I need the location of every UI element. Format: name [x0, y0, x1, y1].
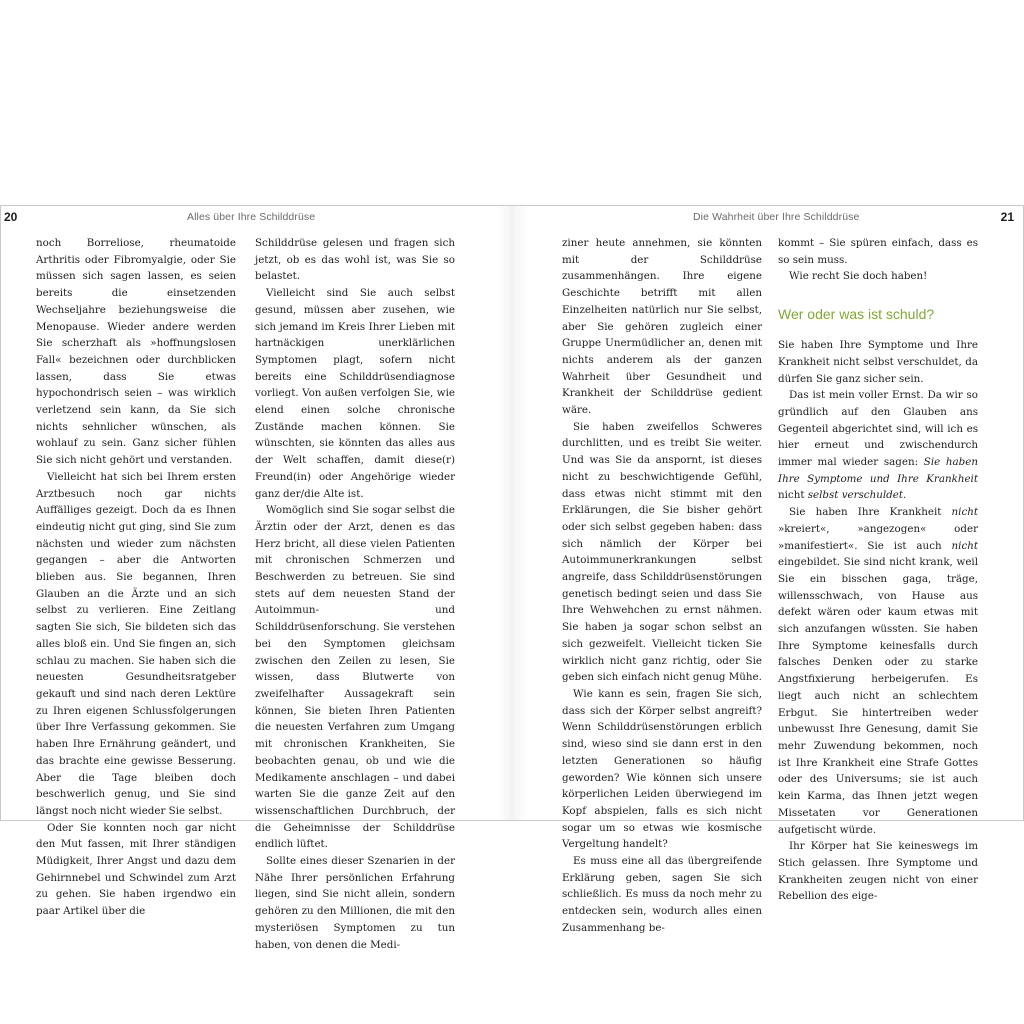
text-run: eingebildet. Sie sind nicht krank, weil Sie ein bisschen gaga, träge, willensschwach, von Hause aus defekt wären oder kaum etwas mit sich anzufangen wüssten. Sie haben Ihre Symptome keinesfalls durch falsches Denken oder zu starke Angstfixierung herbeigerufen. Es liegt auch nicht an schlechtem Erbgut. Sie hintertreiben weder unbewusst Ihre Genesung, damit Sie mehr Zuwendung bekommen, noch ist Ihre Krankheit eine Strafe Gottes oder des Universums; sie ist auch kein Karma, das Ihnen jetzt wegen Missetaten vor Generationen aufgetischt würde. — [778, 556, 978, 836]
paragraph: noch Borreliose, rheumatoide Arthritis oder Fibromyalgie, oder Sie müssen sich sagen lassen, es seien bereits die einsetzenden Wechseljahre beziehungsweise die Menopause. Wieder andere werden Sie scherzhaft als »hoffnungslosen Fall« bezeichnen oder durchblicken lassen, dass Sie etwas hypochondrisch seien – was wirklich verletzend sein kann, da Sie sich nichts sehnlicher wünschen, als wohlauf zu sein. Ganz sicher fühlen Sie sich nicht gehört und verstanden. — [36, 237, 236, 467]
text-run: »kreiert«, »angezogen« oder »manifestiert«. Sie ist auch — [778, 522, 978, 552]
paragraph: Vielleicht sind Sie auch selbst gesund, müssen aber zusehen, wie sich jemand im Kreis Ihrer Lieben mit hartnäckigen unerklärlichen Symptomen plagt, sofern nicht bereits eine Schilddrüsendiagnose vorliegt. Von außen verfolgen Sie, wie elend einen solche chronische Zustände machen können. Sie wünschten, sie könnten das alles aus der Welt schaffen, damit diese(r) Freund(in) oder Angehörige wieder ganz der/die Alte ist. — [255, 287, 455, 500]
paragraph: ziner heute annehmen, sie könnten mit der Schilddrüse zusammenhängen. Ihre eigene Geschichte betrifft mit allen Einzelheiten natürlich nur Sie selbst, aber Sie gehören zugleich einer Gruppe Unermüdlicher an, denen mit nichts anderem als der ganzen Wahrheit über Gesundheit und Krankheit der Schilddrüse gedient wäre. — [562, 237, 762, 417]
paragraph: Ihr Körper hat Sie keineswegs im Stich gelassen. Ihre Symptome und Krankheiten zeugen nicht von einer Rebellion des eige- — [778, 840, 978, 903]
paragraph: Schilddrüse gelesen und fragen sich jetzt, ob es das wohl ist, was Sie so belastet. — [255, 237, 455, 283]
paragraph — [778, 387, 978, 504]
paragraph: kommt – Sie spüren einfach, dass es so sein muss. — [778, 237, 978, 266]
paragraph — [778, 504, 978, 838]
column-4 — [778, 235, 978, 905]
paragraph: Es muss eine all das übergreifende Erklärung geben, sagen Sie sich schließlich. Es muss da noch mehr zu entdecken sein, wodurch alles einen Zusammenhang be- — [562, 855, 762, 934]
text-run: Das ist mein voller Ernst. Da wir so gründlich auf den Glauben ans Gegenteil abgerichtet sind, will ich es hier erneut und zwischendurch immer mal wieder sagen: — [778, 389, 978, 469]
text-run: Sie haben Ihre Krankheit — [789, 506, 952, 519]
paragraph: Sollte eines dieser Szenarien in der Nähe Ihrer persönlichen Erfahrung liegen, sind Sie nicht allein, sondern gehören zu den Millionen, die mit den mysteriösen Symptomen zu tun haben, von denen die Medi- — [255, 855, 455, 951]
paragraph: Sie haben Ihre Symptome und Ihre Krankheit nicht selbst verschuldet, da dürfen Sie ganz sicher sein. — [778, 339, 978, 385]
paragraph: Wie recht Sie doch haben! — [789, 270, 928, 283]
left-running-title: Alles über Ihre Schilddrüse — [187, 211, 316, 223]
paragraph: Womöglich sind Sie sogar selbst die Ärztin oder der Arzt, denen es das Herz bricht, all diese vielen Patienten mit chronischen Schmerzen und Beschwerden zu betreuen. Sie sind stets auf dem neuesten Stand der Autoimmun- und Schilddrüsenforschung. Sie verstehen bei den Symptomen gleichsam zwischen den Zeilen zu lesen, Sie wissen, dass Blutwerte von zweifelhafter Aussagekraft sein können, Sie bieten Ihren Patienten die neuesten Verfahren zum Umgang mit chronischen Krankheiten, Sie beobachten genau, ob und wie die Medikamente anschlagen – und dabei warten Sie die ganze Zeit auf den wissenschaftlichen Durchbruch, der die Geheimnisse der Schilddrüse endlich lüftet. — [255, 504, 455, 851]
text-run: nicht — [778, 489, 808, 502]
paragraph: Wie kann es sein, fragen Sie sich, dass sich der Körper selbst angreift? Wenn Schilddrüsenstörungen erblich sind, wieso sind sie dann erst in den letzten Generationen so häufig geworden? Wie können sich unsere körperlichen Leiden überwiegend im Kopf abspielen, falls es sich nicht sogar um so etwas wie kosmische Vergeltung handelt? — [562, 687, 762, 851]
left-page-number: 20 — [4, 210, 18, 224]
gutter-shadow — [496, 206, 528, 820]
section-heading: Wer oder was ist schuld? — [778, 306, 935, 323]
column-3 — [562, 235, 762, 937]
column-1 — [36, 235, 236, 920]
paragraph: Vielleicht hat sich bei Ihrem ersten Arztbesuch noch gar nichts Auffälliges gezeigt. Doch da es Ihnen eindeutig nicht gut ging, sind Sie zum nächsten und wieder zum nächsten gegangen – aber die Antworten blieben aus. Sie begannen, Ihren Glauben an die Ärzte und an sich selbst zu verlieren. Eine Zeitlang sagten Sie sich, Sie bildeten sich das alles bloß ein. Und Sie fingen an, sich schlau zu machen. Sie haben sich die neuesten Gesundheitsratgeber gekauft und sind nach deren Lektüre zu Ihren eigenen Schlussfolgerungen über Ihre Verfassung gekommen. Sie haben Ihre Ernährung geändert, und das brachte eine gewisse Besserung. Aber die Tage bleiben doch beschwerlich genug, und Sie sind längst noch nicht wieder Sie selbst. — [36, 470, 236, 817]
paragraph: Oder Sie konnten noch gar nicht den Mut fassen, mit Ihrer ständigen Müdigkeit, Ihrer Angst und dazu dem Gehirnnebel und Schwindel zum Arzt zu gehen. Sie haben irgendwo ein paar Artikel über die — [36, 821, 236, 918]
paragraph: Sie haben zweifellos Schweres durchlitten, und es treibt Sie weiter. Und was Sie da anspornt, ist dieses nicht zu beschwichtigende Gefühl, dass etwas nicht stimmt mit den Erklärungen, die Sie bisher gehört oder sich selbst gegeben haben: dass sich nämlich der Körper bei Autoimmunerkrankungen selbst angreife, dass Schilddrüsenstörungen genetisch bedingt seien und dass Sie Ihre Wehwehchen zu ernst nähmen. Sie haben ja sogar schon selbst an sich gezweifelt. Vielleicht ticken Sie wirklich nicht ganz richtig, oder Sie geben sich einfach nicht genug Mühe. — [562, 420, 762, 684]
italic-text: nicht — [951, 539, 978, 552]
italic-text: selbst verschuldet. — [807, 489, 907, 502]
book-spread — [0, 205, 1024, 951]
italic-text: nicht — [951, 506, 978, 519]
italic-text: Sie haben Ihre Symptome und Ihre Krankheit — [778, 456, 978, 485]
right-page-number: 21 — [1000, 210, 1014, 224]
column-2 — [255, 235, 455, 953]
right-running-title: Die Wahrheit über Ihre Schilddrüse — [693, 211, 860, 223]
